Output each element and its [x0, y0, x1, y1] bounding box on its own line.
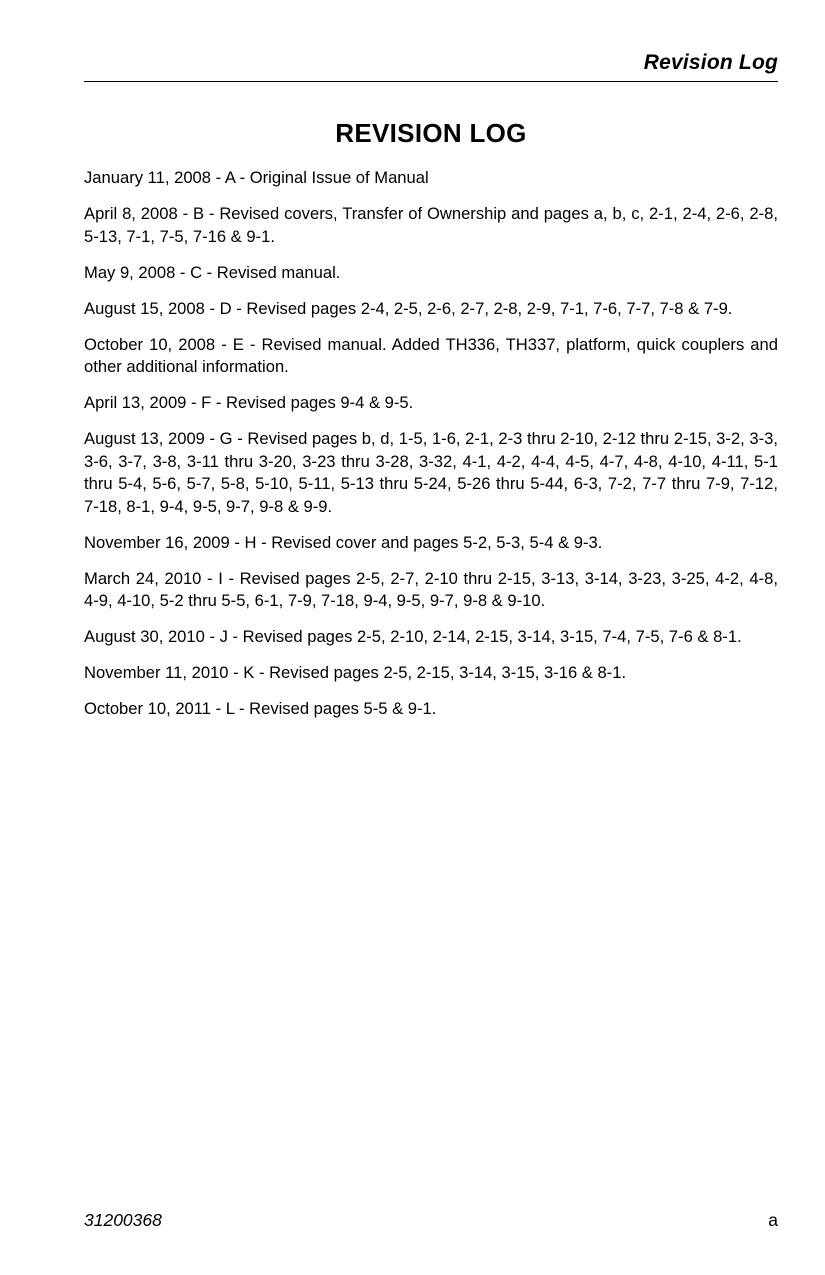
document-number: 31200368	[84, 1210, 162, 1230]
revision-entry: August 15, 2008 - D - Revised pages 2-4, 2-5, 2-6, 2-7, 2-8, 2-9, 7-1, 7-6, 7-7, 7-8 & 7-9.	[84, 298, 733, 318]
revision-entry: August 30, 2010 - J - Revised pages 2-5, 2-10, 2-14, 2-15, 3-14, 3-15, 7-4, 7-5, 7-6 & 8-1.	[84, 627, 742, 646]
revision-list	[84, 167, 778, 734]
revision-entry: October 10, 2011 - L - Revised pages 5-5 & 9-1.	[84, 699, 437, 718]
revision-entry: January 11, 2008 - A - Original Issue of Manual	[84, 168, 429, 187]
revision-entry: August 13, 2009 - G - Revised pages b, d, 1-5, 1-6, 2-1, 2-3 thru 2-10, 2-12 thru 2-15, 3-2, 3-3, 3-6, 3-7, 3-8, 3-11 thru 3-20, 3-23 thru 3-28, 3-32, 4-1, 4-2, 4-4, 4-5, 4-7, 4-8, 4-10, 4-11, 5-1 thru 5-4, 5-6, 5-7, 5-8, 5-10, 5-11, 5-13 thru 5-24, 5-26 thru 5-44, 6-3, 7-2, 7-7 thru 7-9, 7-12, 7-18, 8-1, 9-4, 9-5, 9-7, 9-8 & 9-9.	[84, 429, 778, 516]
revision-entry: October 10, 2008 - E - Revised manual. Added TH336, TH337, platform, quick couplers and other additional information.	[84, 334, 778, 376]
page-title: REVISION LOG	[335, 118, 527, 148]
revision-entry: April 8, 2008 - B - Revised covers, Transfer of Ownership and pages a, b, c, 2-1, 2-4, 2-6, 2-8, 5-13, 7-1, 7-5, 7-16 & 9-1.	[84, 204, 778, 246]
revision-entry: April 13, 2009 - F - Revised pages 9-4 & 9-5.	[84, 393, 414, 412]
page-footer	[84, 1210, 778, 1234]
revision-entry: March 24, 2010 - I - Revised pages 2-5, 2-7, 2-10 thru 2-15, 3-13, 3-14, 3-23, 3-25, 4-2, 4-8, 4-9, 4-10, 5-2 thru 5-5, 6-1, 7-9, 7-18, 9-4, 9-5, 9-7, 9-8 & 9-10.	[84, 568, 778, 610]
page-number: a	[768, 1210, 778, 1230]
revision-entry: November 16, 2009 - H - Revised cover and pages 5-2, 5-3, 5-4 & 9-3.	[84, 532, 603, 552]
revision-entry: November 11, 2010 - K - Revised pages 2-5, 2-15, 3-14, 3-15, 3-16 & 8-1.	[84, 663, 627, 682]
page-header	[84, 48, 778, 82]
header-section-title: Revision Log	[643, 51, 778, 74]
revision-entry: May 9, 2008 - C - Revised manual.	[84, 262, 341, 282]
